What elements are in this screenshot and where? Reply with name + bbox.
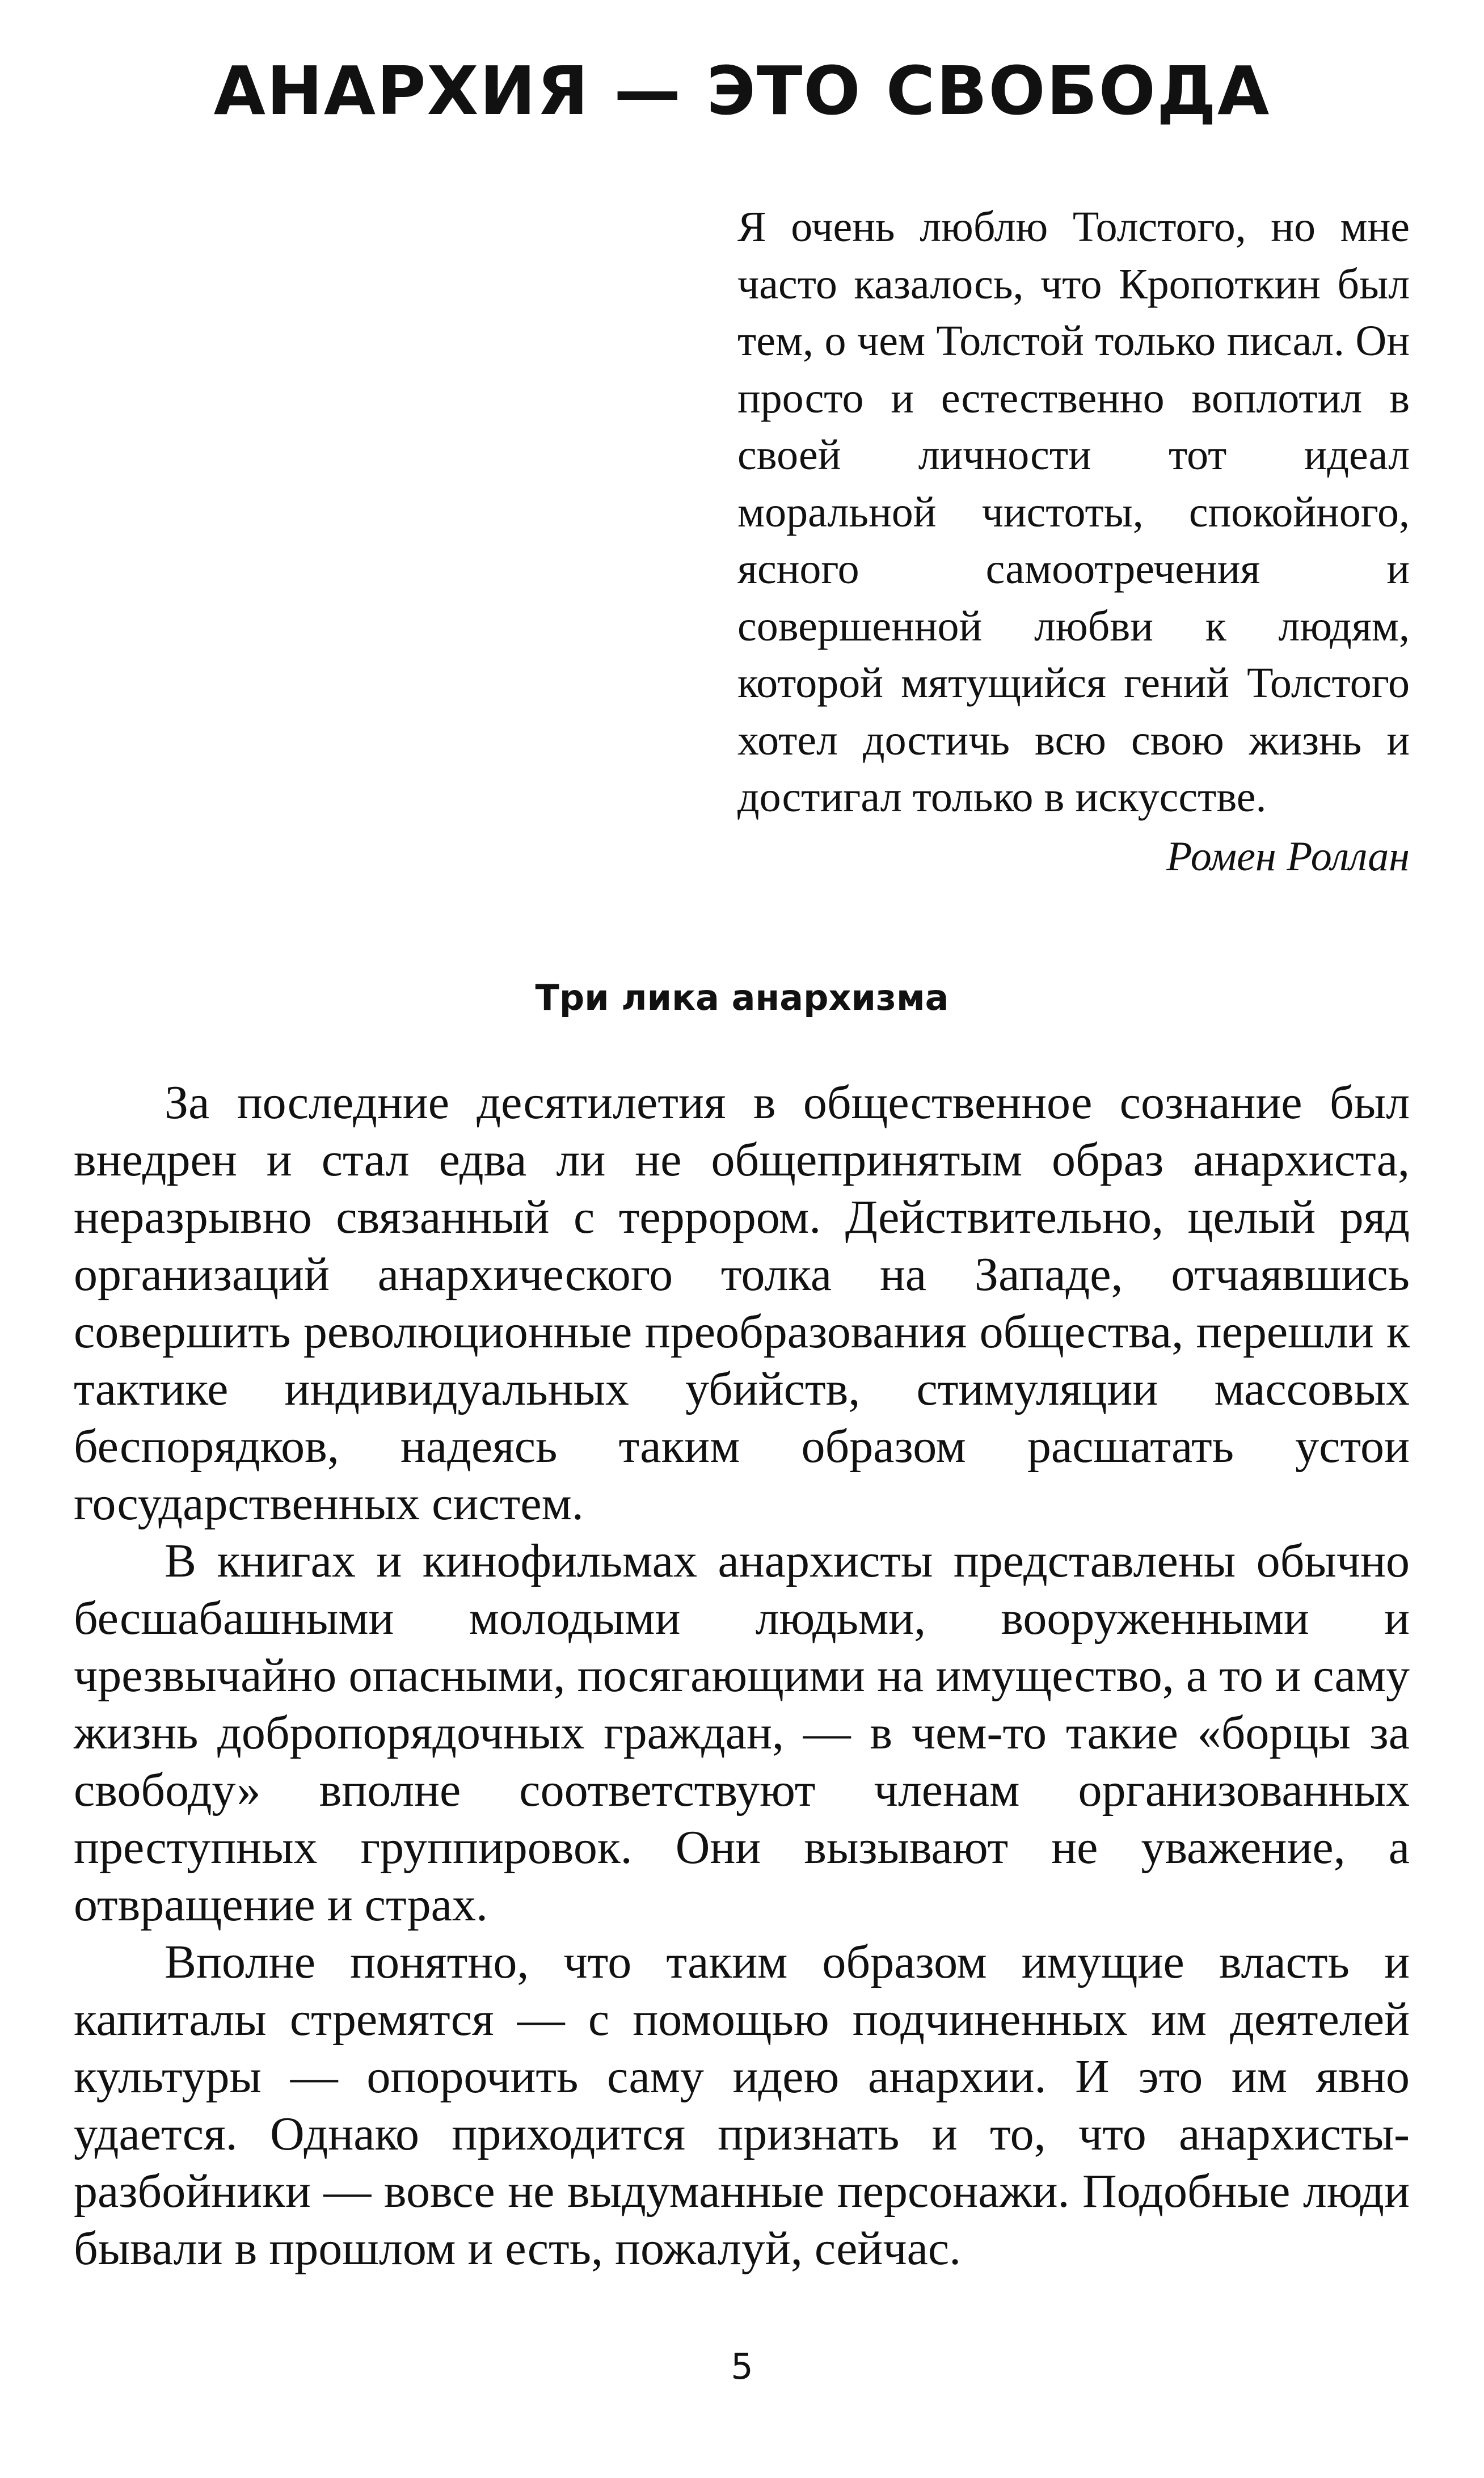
chapter-title: АНАРХИЯ — ЭТО СВОБОДА [213,52,1271,130]
epigraph-author: Ромен Роллан [1166,833,1410,880]
paragraph: В книгах и кинофильмах анархисты представлены обычно бесшабашными молодыми людьми, вооруженными и чрезвычайно опасными, посягающими на имущество, а то и саму жизнь добропорядочных граждан, — в чем-то такие «борцы за свободу» вполне соответствуют членам организованных преступных группировок. Они вызывают не уважение, а отвращение и страх. [74,1535,1410,1931]
paragraph: За последние десятилетия в общественное сознание был внедрен и стал едва ли не общепринятым образ анархиста, неразрывно связанный с террором. Действительно, целый ряд организаций анархического толка на Западе, отчаявшись совершить революционные преобразования общества, перешли к тактике индивидуальных убийств, стимуляции массовых беспорядков, надеясь таким образом расшатать устои государственных систем. [74,1076,1410,1530]
epigraph [737,199,1410,885]
page-number: 5 [731,2346,753,2387]
body-text [74,1074,1410,2277]
section-title: Три лика анархизма [535,977,949,1018]
paragraph: Вполне понятно, что таким образом имущие власть и капиталы стремятся — с помощью подчиненных им деятелей культуры — опорочить саму идею анархии. И это им явно удается. Однако приходится признать и то, что анархисты-разбойники — вовсе не выдуманные персонажи. Подобные люди бывали в прошлом и есть, пожалуй, сейчас. [74,1936,1410,2275]
epigraph-text: Я очень люблю Толстого, но мне часто казалось, что Кропоткин был тем, о чем Толстой только писал. Он просто и естественно воплотил в своей личности тот идеал моральной чистоты, спокойного, ясного самоотречения и совершенной любви к людям, которой мятущийся гений Толстого хотел достичь всю свою жизнь и достигал только в искусстве. [737,203,1410,821]
